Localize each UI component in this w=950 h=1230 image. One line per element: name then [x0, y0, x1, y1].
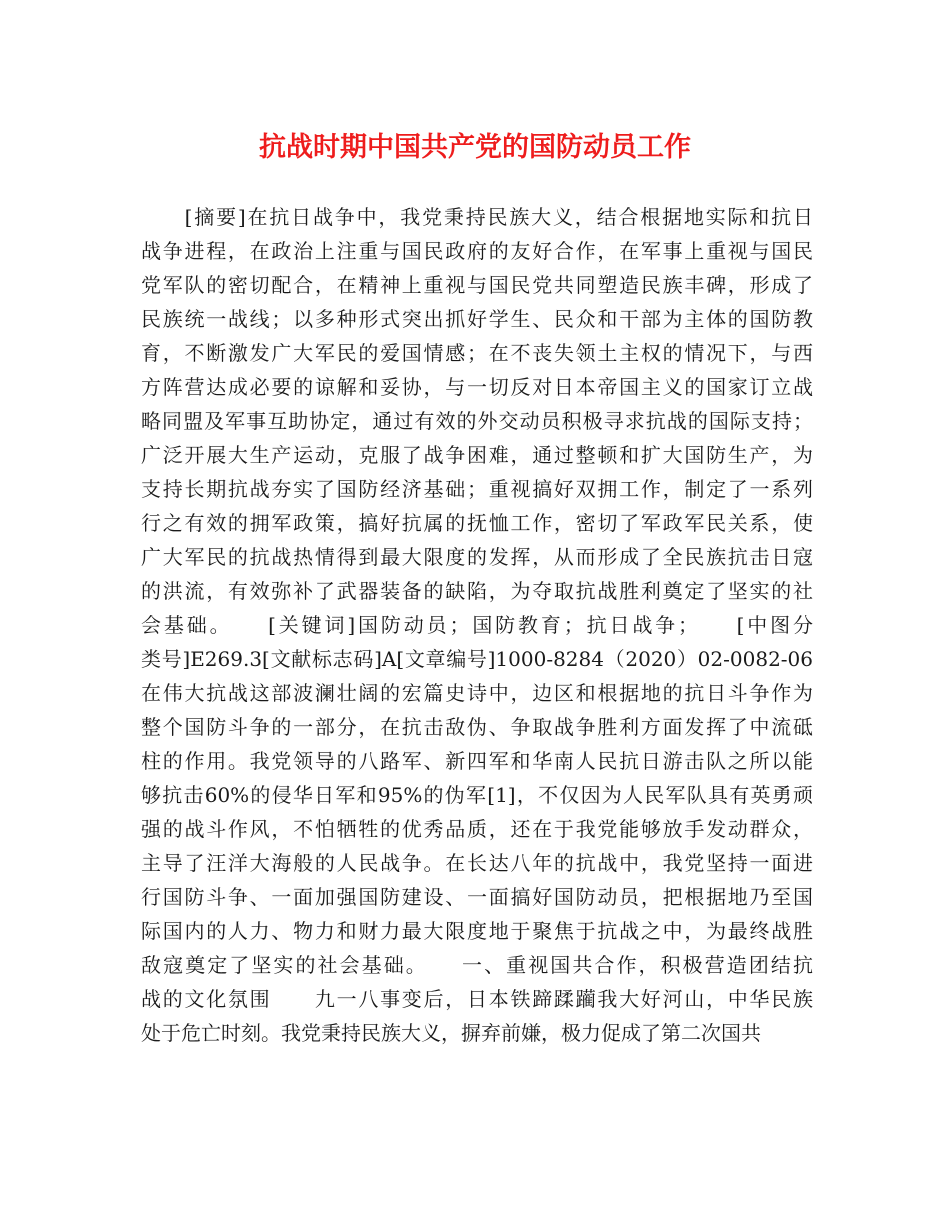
body-line-23: 敌寇奠定了坚实的社会基础。 一、重视国共合作，积极营造团结抗: [141, 953, 813, 977]
document-title: 抗战时期中国共产党的国防动员工作: [259, 132, 691, 163]
body-line-18: 够抗击60%的侵华日军和95%的伪军[1]，不仅因为人民军队具有英勇顽: [141, 783, 813, 807]
body-line-9: 支持长期抗战夯实了国防经济基础；重视搞好双拥工作，制定了一系列: [141, 477, 813, 501]
body-line-6: 方阵营达成必要的谅解和妥协，与一切反对日本帝国主义的国家订立战: [141, 375, 813, 399]
body-line-22: 际国内的人力、物力和财力最大限度地于聚焦于抗战之中，为最终战胜: [141, 919, 813, 943]
body-line-24: 战的文化氛围 九一八事变后，日本铁蹄蹂躏我大好河山，中华民族: [141, 987, 813, 1011]
body-line-2: 战争进程，在政治上注重与国民政府的友好合作，在军事上重视与国民: [141, 239, 813, 263]
body-line-8: 广泛开展大生产运动，克服了战争困难，通过整顿和扩大国防生产，为: [141, 443, 813, 467]
body-line-11: 广大军民的抗战热情得到最大限度的发挥，从而形成了全民族抗击日寇: [141, 545, 813, 569]
body-line-19: 强的战斗作风，不怕牺牲的优秀品质，还在于我党能够放手发动群众，: [141, 817, 813, 841]
body-line-25: 处于危亡时刻。我党秉持民族大义，摒弃前嫌，极力促成了第二次国共: [141, 1021, 761, 1045]
body-line-7: 略同盟及军事互助协定，通过有效的外交动员积极寻求抗战的国际支持；: [141, 409, 813, 433]
document-body: [141, 200, 813, 1050]
body-line-21: 行国防斗争、一面加强国防建设、一面搞好国防动员，把根据地乃至国: [141, 885, 813, 909]
body-line-14: 类号]E269.3[文献标志码]A[文章编号]1000-8284（2020）02-0082-06: [141, 647, 813, 671]
body-line-13: 会基础。 [关键词]国防动员；国防教育；抗日战争； [中图分: [141, 613, 813, 637]
body-line-10: 行之有效的拥军政策，搞好抗属的抚恤工作，密切了军政军民关系，使: [141, 511, 813, 535]
body-line-3: 党军队的密切配合，在精神上重视与国民党共同塑造民族丰碑，形成了: [141, 273, 813, 297]
body-line-1: [摘要]在抗日战争中，我党秉持民族大义，结合根据地实际和抗日: [141, 205, 813, 229]
body-line-15: 在伟大抗战这部波澜壮阔的宏篇史诗中，边区和根据地的抗日斗争作为: [141, 681, 813, 705]
body-line-20: 主导了汪洋大海般的人民战争。在长达八年的抗战中，我党坚持一面进: [141, 851, 813, 875]
body-line-12: 的洪流，有效弥补了武器装备的缺陷，为夺取抗战胜利奠定了坚实的社: [141, 579, 813, 603]
body-line-16: 整个国防斗争的一部分，在抗击敌伪、争取战争胜利方面发挥了中流砥: [141, 715, 813, 739]
body-line-4: 民族统一战线；以多种形式突出抓好学生、民众和干部为主体的国防教: [141, 307, 813, 331]
body-line-17: 柱的作用。我党领导的八路军、新四军和华南人民抗日游击队之所以能: [141, 749, 813, 773]
body-line-5: 育，不断激发广大军民的爱国情感；在不丧失领土主权的情况下，与西: [141, 341, 813, 365]
